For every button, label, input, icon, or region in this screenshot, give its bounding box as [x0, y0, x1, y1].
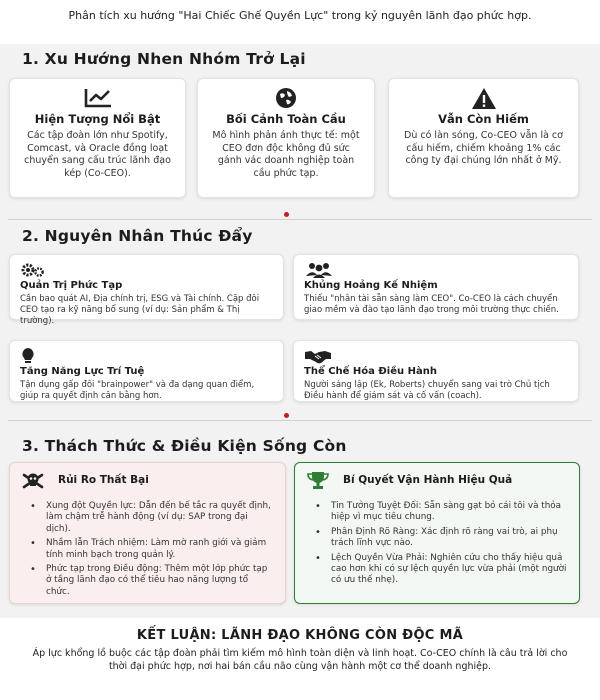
- card-title: Bối Cảnh Toàn Cầu: [226, 112, 346, 126]
- card-text: Các tập đoàn lớn như Spotify, Comcast, và Oracle đồng loạt chuyển sang cấu trúc lãnh đạo kép (Co-CEO).: [24, 130, 171, 179]
- success-secret-card: [294, 462, 580, 604]
- risk-list: [22, 501, 273, 598]
- card-title: Quản Trị Phức Tạp: [20, 280, 123, 291]
- list-item: • Tin Tưởng Tuyệt Đối: Sẵn sàng gạt bỏ cái tôi và thỏa hiệp vì mục tiêu chung.: [307, 501, 567, 524]
- card-global-context: [197, 78, 375, 198]
- section-divider: [8, 420, 592, 421]
- risk-card: [9, 462, 286, 604]
- gears-icon: [20, 261, 273, 279]
- list-item: • Nhầm lẫn Trách nhiệm: Làm mờ ranh giới và giảm tính minh bạch trong quản lý.: [22, 538, 273, 561]
- card-title: Hiện Tượng Nổi Bật: [34, 112, 161, 126]
- card-text: Người sáng lập (Ek, Roberts) chuyển sang vai trò Chủ tịch Điều hành để giám sát và cố vấn (coach).: [304, 380, 550, 401]
- list-item: • Lệch Quyền Vừa Phải: Nghiên cứu cho thấy hiệu quả cao hơn khi có sự lệch quyền lực vừa phải (một người có ưu thế nhẹ).: [307, 553, 567, 587]
- card-complex-governance: [9, 254, 284, 326]
- card-text: Cần bao quát AI, Địa chính trị, ESG và Tài chính. Cặp đôi CEO tạo ra kỹ năng bổ sung (ví dụ: Sản phẩm & Thị trường).: [20, 294, 260, 326]
- section-dot: [284, 413, 289, 418]
- card-title: Tăng Năng Lực Trí Tuệ: [20, 366, 145, 377]
- conclusion-text: Áp lực khổng lồ buộc các tập đoàn phải tìm kiếm mô hình toàn diện và linh hoạt. Co-CEO chính là câu trả lời cho thời đại phức hợp, nơi hai bán cầu não cùng vận hành một cơ thể doanh nghiệp.: [32, 648, 568, 672]
- list-item: • Xung đột Quyền lực: Dẫn đến bế tắc ra quyết định, làm chậm trễ hành động (ví dụ: SAP trong đại dịch).: [22, 501, 273, 535]
- card-title: Thể Chế Hóa Điều Hành: [304, 366, 437, 377]
- globe-icon: [210, 85, 362, 111]
- secret-list: [307, 501, 567, 587]
- intro-text: Phân tích xu hướng "Hai Chiếc Ghế Quyền Lực" trong kỷ nguyên lãnh đạo phức hợp.: [68, 9, 532, 22]
- card-institutionalize-management: [293, 340, 579, 402]
- section-divider: [8, 219, 592, 220]
- card-text: Mô hình phản ánh thực tế: một CEO đơn độc không đủ sức gánh vác doanh nghiệp toàn cầu phức tạp.: [212, 130, 360, 179]
- lightbulb-icon: [20, 347, 273, 365]
- card-title: Vẫn Còn Hiếm: [438, 112, 529, 126]
- section-3-title: 3. Thách Thức & Điều Kiện Sống Còn: [22, 437, 347, 455]
- card-title: Khủng Hoảng Kế Nhiệm: [304, 280, 438, 291]
- card-text: Thiếu "nhân tài sẵn sàng làm CEO". Co-CEO là cách chuyển giao mềm và đào tạo lãnh đạo trong môi trường thực chiến.: [304, 294, 559, 315]
- conclusion-title: KẾT LUẬN: LÃNH ĐẠO KHÔNG CÒN ĐỘC MÃ: [136, 628, 464, 643]
- trophy-icon: [307, 471, 329, 495]
- handshake-icon: [304, 347, 568, 365]
- card-succession-crisis: [293, 254, 579, 320]
- section-1-title: 1. Xu Hướng Nhen Nhóm Trở Lại: [22, 50, 306, 68]
- secret-title: Bí Quyết Vận Hành Hiệu Quả: [343, 474, 513, 486]
- card-text: Tận dụng gấp đôi "brainpower" và đa dạng quan điểm, giúp ra quyết định cân bằng hơn.: [20, 380, 255, 401]
- card-still-rare: [388, 78, 579, 198]
- users-icon: [304, 261, 568, 279]
- card-intellectual-capacity: [9, 340, 284, 402]
- card-highlight-phenomenon: [9, 78, 186, 198]
- list-item: • Phân Định Rõ Ràng: Xác định rõ ràng vai trò, ai phụ trách lĩnh vực nào.: [307, 527, 567, 550]
- section-dot: [284, 212, 289, 217]
- card-text: Dù có làn sóng, Co-CEO vẫn là cơ cấu hiếm, chiếm khoảng 1% các công ty đại chúng lớn nhất ở Mỹ.: [404, 130, 563, 166]
- trend-chart-icon: [22, 85, 173, 111]
- risk-title: Rủi Ro Thất Bại: [58, 474, 149, 486]
- warning-icon: [401, 85, 566, 111]
- list-item: • Phức tạp trong Điều động: Thêm một lớp phức tạp ở tầng lãnh đạo có thể tiêu hao năng lượng tổ chức.: [22, 564, 273, 598]
- intro-note: [0, 0, 600, 44]
- section-2-title: 2. Nguyên Nhân Thúc Đẩy: [22, 227, 253, 245]
- conclusion-box: [0, 618, 600, 700]
- skull-crossbones-icon: [22, 471, 44, 495]
